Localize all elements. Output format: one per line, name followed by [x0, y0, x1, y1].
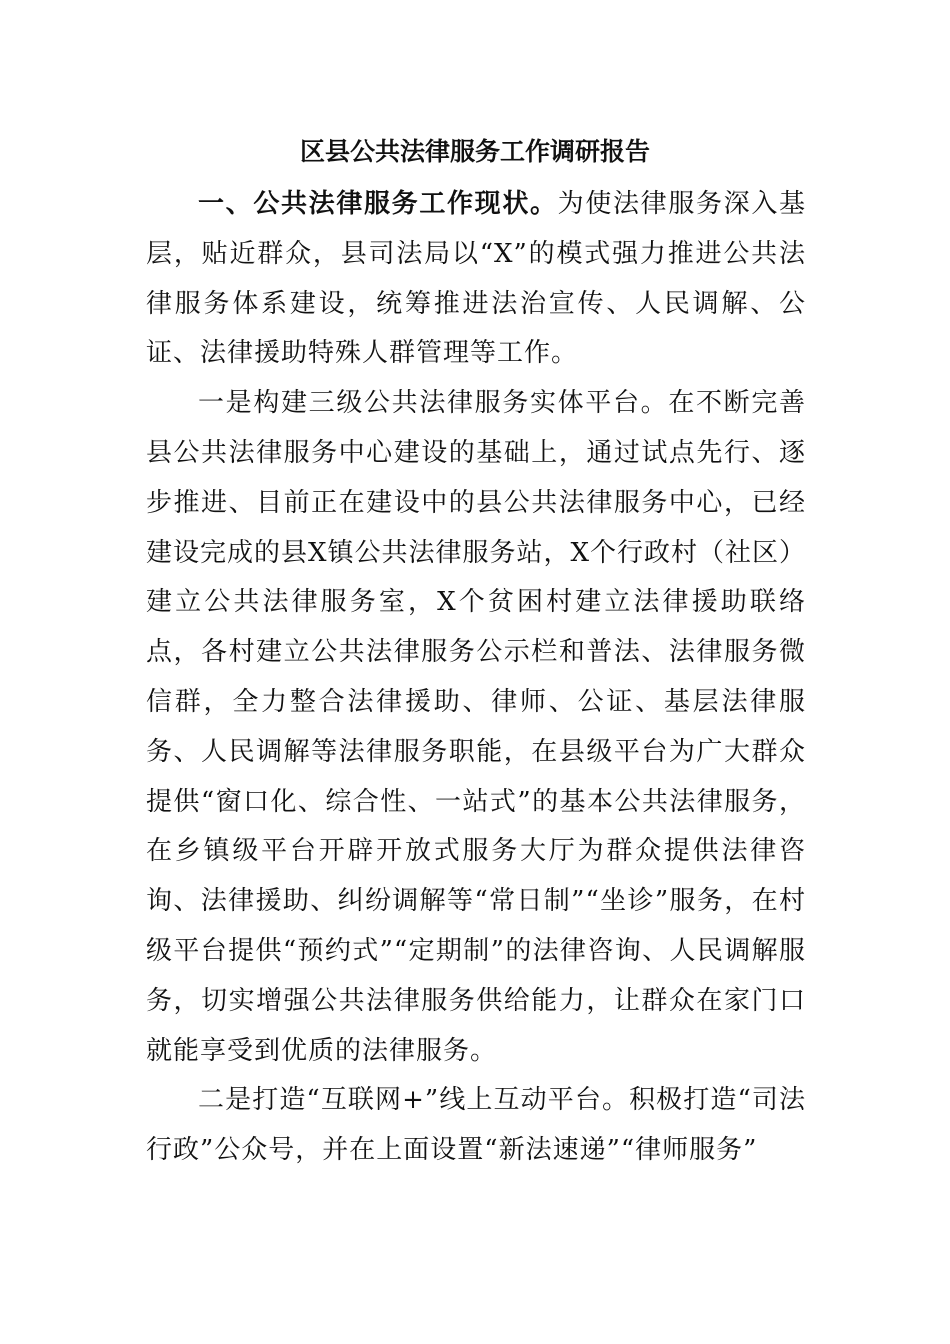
document-body: [146, 180, 806, 1176]
section-heading: 一、公共法律服务工作现状。: [198, 189, 558, 219]
paragraph-platform-one: [146, 379, 806, 1076]
paragraph-text: 为使法律服务深入基层，贴近群众，县司法局以“X”的模式强力推进公共法律服务体系建设，统筹推进法治宣传、人民调解、公证、法律援助特殊人群管理等工作。: [146, 189, 806, 369]
document-title: 区县公共法律服务工作调研报告: [299, 137, 650, 166]
paragraph-text: 一是构建三级公共法律服务实体平台。在不断完善县公共法律服务中心建设的基础上，通过试点先行、逐步推进、目前正在建设中的县公共法律服务中心，已经建设完成的县X镇公共法律服务站，X个行政村（社区）建立公共法律服务室，X个贫困村建立法律援助联络点，各村建立公共法律服务公示栏和普法、法律服务微信群，全力整合法律援助、律师、公证、基层法律服务、人民调解等法律服务职能，在县级平台为广大群众提供“窗口化、综合性、一站式”的基本公共法律服务，在乡镇级平台开辟开放式服务大厅为群众提供法律咨询、法律援助、纠纷调解等“常日制”“坐诊”服务，在村级平台提供“预约式”“定期制”的法律咨询、人民调解服务，切实增强公共法律服务供给能力，让群众在家门口就能享受到优质的法律服务。: [146, 388, 807, 1066]
paragraph-text: 二是打造“互联网+”线上互动平台。积极打造“司法行政”公众号，并在上面设置“新法速递”“律师服务”: [146, 1085, 806, 1166]
paragraph-current-status: [146, 180, 806, 379]
paragraph-platform-two: [146, 1076, 806, 1176]
